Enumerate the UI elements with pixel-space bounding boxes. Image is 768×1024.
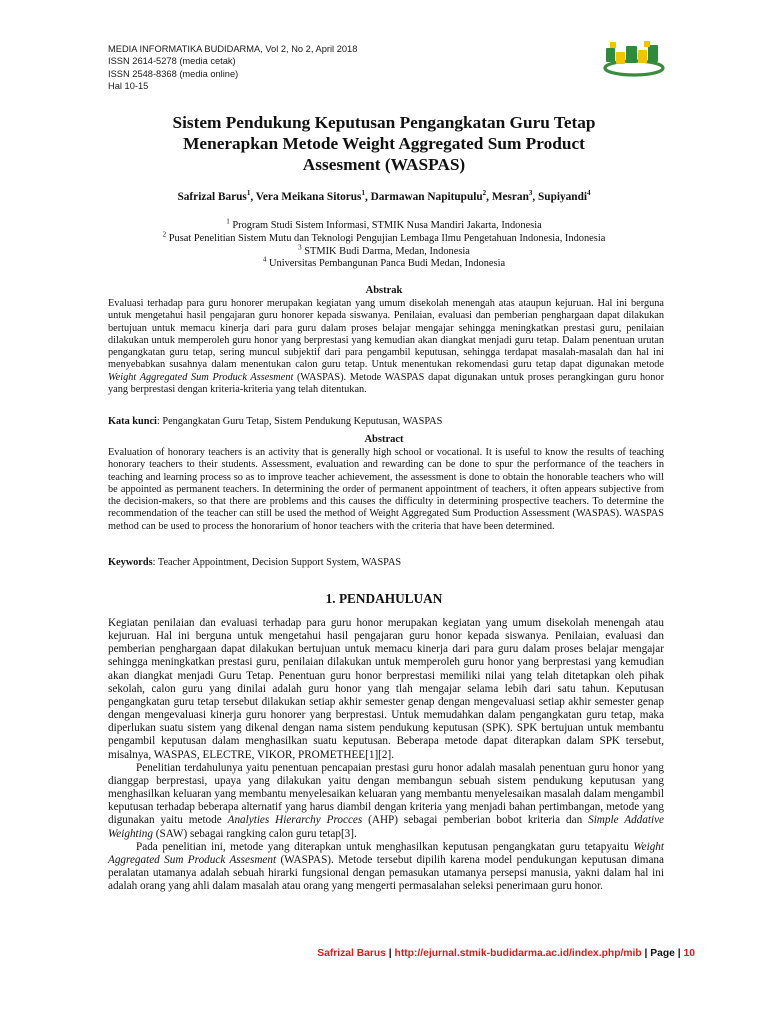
kata-kunci: Kata kunci: Pengangkatan Guru Tetap, Sistem Pendukung Keputusan, WASPAS: [108, 416, 443, 427]
page-range: Hal 10-15: [108, 80, 149, 91]
body-text: [108, 617, 664, 893]
issn-print: ISSN 2614-5278 (media cetak): [108, 56, 236, 67]
paragraph: Pada penelitian ini, metode yang diterapkan untuk menghasilkan keputusan pengangkatan guru tetapyaitu Weight Aggregated Sum Produck Assesment (WASPAS). Metode tersebut dipilih karena model pendukungan keputusan dimana peralatan utamanya adalah sebuah hirarki fungsional dengan pemasukan utamanya persepsi manusia, yakni dalam hal ini adalah orang yang ahli dalam masalah atau orang yang mengerti permasalahan seleksi penerimaan guru honor.: [108, 840, 664, 893]
paragraph: Penelitian terdahulunya yaitu penentuan pencapaian prestasi guru honor adalah masalah penentuan guru honor yang dianggap berprestasi, upaya yang dilakukan yaitu dengan membangun sebuah sistem pendukung keputusan yang menghasilkan keluaran yang membantu menyelesaikan keluaran yang membantu menyelesaikan masalah dalam mengambil keputusan terhadap beberapa alternatif yang harus diambil dengan kriteria yang menjadi bahan pertimbangan, metode yang digunakan yaitu metode Analyties Hierarchy Procces (AHP) sebagai pemberian bobot kriteria dan Simple Addative Weighting (SAW) sebagai rangking calon guru tetap[3].: [108, 761, 665, 840]
footer-page-number: 10: [683, 948, 695, 959]
affiliation: $^3$ STMIK Budi Darma, Medan, Indonesia: [298, 243, 470, 257]
author: Safrizal Barus: [177, 191, 247, 203]
author: Mesran: [491, 191, 529, 203]
affiliations: [100, 217, 668, 271]
affiliation: $^1$ Program Studi Sistem Informasi, STMIK Nusa Mandiri Jakarta, Indonesia: [226, 217, 542, 231]
paper-title: Sistem Pendukung Keputusan Pengangkatan Guru Tetap Menerapkan Metode Weight Aggregated Sum Product Assesment (WASPAS): [172, 113, 596, 174]
abstrak-text: Evaluasi terhadap para guru honorer merupakan kegiatan yang umum disekolah menengah atas ataupun kejuruan. Hal ini berguna untuk mengetahui hasil pengajaran guru honorer kepada siswanya. Penilaian, evaluasi dan pemberian penghargaan dapat dilakukan bertujuan untuk memacu kinerja dari para guru dalam proses belajar mengajar sehingga meningkatkan prestasi guru, penilaian dilakukan untuk memperoleh guru honor yang berprestasi yang kemudian akan diangkat menjadi guru tetap. Dalam penentuan urutan pengangkatan guru tetap, sering muncul subjektif dari para pengambil keputusan, sehingga terdapat masalah-masalah dan hal ini menyebabkan susahnya dalam menentukan calon guru tetap. Untuk menentukan rekomendasi guru tetap dapat digunakan metode Weight Aggregated Sum Produck Assesment (WASPAS). Metode WASPAS dapat digunakan untuk proses perangkingan guru honor yang berprestasi dengan kriteria-kriteria yang telah ditentukan.: [108, 298, 664, 396]
affiliation: $^4$ Universitas Pembangunan Panca Budi Medan, Indonesia: [262, 255, 506, 270]
author: Supiyandi: [538, 191, 588, 203]
section-heading-pendahuluan: 1. PENDAHULUAN: [325, 591, 443, 606]
footer-journal-link[interactable]: http://ejurnal.stmik-budidarma.ac.id/index.php/mib: [394, 948, 642, 959]
journal-name: MEDIA INFORMATIKA BUDIDARMA, Vol 2, No 2, April 2018: [108, 44, 358, 54]
author-list: Safrizal Barus$^1$, Vera Meikana Sitorus$^1$, Darmawan Napitupulu$^2$, Mesran$^3$, Supiyandi$^4$: [177, 189, 591, 203]
footer-page-label: Page: [650, 948, 675, 959]
abstrak-heading: Abstrak: [365, 285, 403, 296]
keywords: Keywords: Teacher Appointment, Decision Support System, WASPAS: [108, 557, 402, 568]
issn-online: ISSN 2548-8368 (media online): [108, 68, 239, 79]
abstract-text: Evaluation of honorary teachers is an activity that is generally high school or vocational. It is useful to know the results of teaching honorary teachers to their students. Assessment, evaluation and rewarding can be done to spur the performance of the teachers in teaching and learning process so as to improve teacher achievement, the assessment is done to obtain the honorable teachers who will be appointed as permanent teachers. In determining the order of permanent appointment of teachers, it often appears subjective from the decision-makers, so that there are problems and this causes the difficulty in determining prospective teachers. To determine the recommendation of the teacher can still be used the method of Weight Aggregated Sum Production Assessment (WASPAS). WASPAS method can be used to process the honorarium of honor teachers with the criteria that have been determined.: [108, 447, 664, 532]
paragraph: Kegiatan penilaian dan evaluasi terhadap para guru honor merupakan kegiatan yang umum disekolah menengah atau kejuruan. Hal ini berguna untuk mengetahui hasil pengajaran guru honor kepada siswanya. Penilaian, evaluasi dan pemberian penghargaan dapat dilakukan bertujuan untuk memacu kinerja dari para guru dalam proses belajar mengajar sehingga meningkatkan prestasi guru, penilaian dilakukan untuk memperoleh guru honor yang berprestasi yang kemudian akan diangkat menjadi Guru Tetap. Penentuan guru honor berprestasi memiliki nilai yang telah ditetapkan oleh pihak sekolah, calon guru yang dinilai adalah guru honor yang tlah mengajar selama lebih dari satu tahun. Keputusan pengangkatan guru tetap tersebut dilakukan setiap akhir semester genap dengan mengevaluasi setiap akhir semester genap dengan mengevaluasi kinerja guru honorer yang berprestasi. Untuk memudahkan dalam pengangkatan guru tetap, maka diperlukan suatu sistem yang dikenal dengan nama sistem pendukung keputusan (SPK). SPK bertujuan untuk membantu pengambil keputusan dalam menghasilkan suatu keputusan. Beberapa metode dapat diterapkan dalam SPK tersebut, misalnya, WASPAS, ELECTRE, VIKOR, PROMETHEE[1][2].: [108, 617, 664, 761]
journal-logo-icon: [600, 38, 666, 80]
affiliation: $^2$ Pusat Penelitian Sistem Mutu dan Teknologi Pengujian Lembaga Ilmu Pengetahuan Indonesia, Indonesia: [162, 230, 606, 244]
page-footer: Safrizal Barus | http://ejurnal.stmik-budidarma.ac.id/index.php/mib | Page | 10: [317, 948, 695, 959]
journal-header: [108, 43, 528, 92]
footer-author: Safrizal Barus: [317, 948, 386, 959]
author: Vera Meikana Sitorus: [255, 191, 362, 203]
author: Darmawan Napitupulu: [370, 191, 483, 203]
abstract-heading: Abstract: [364, 434, 404, 445]
